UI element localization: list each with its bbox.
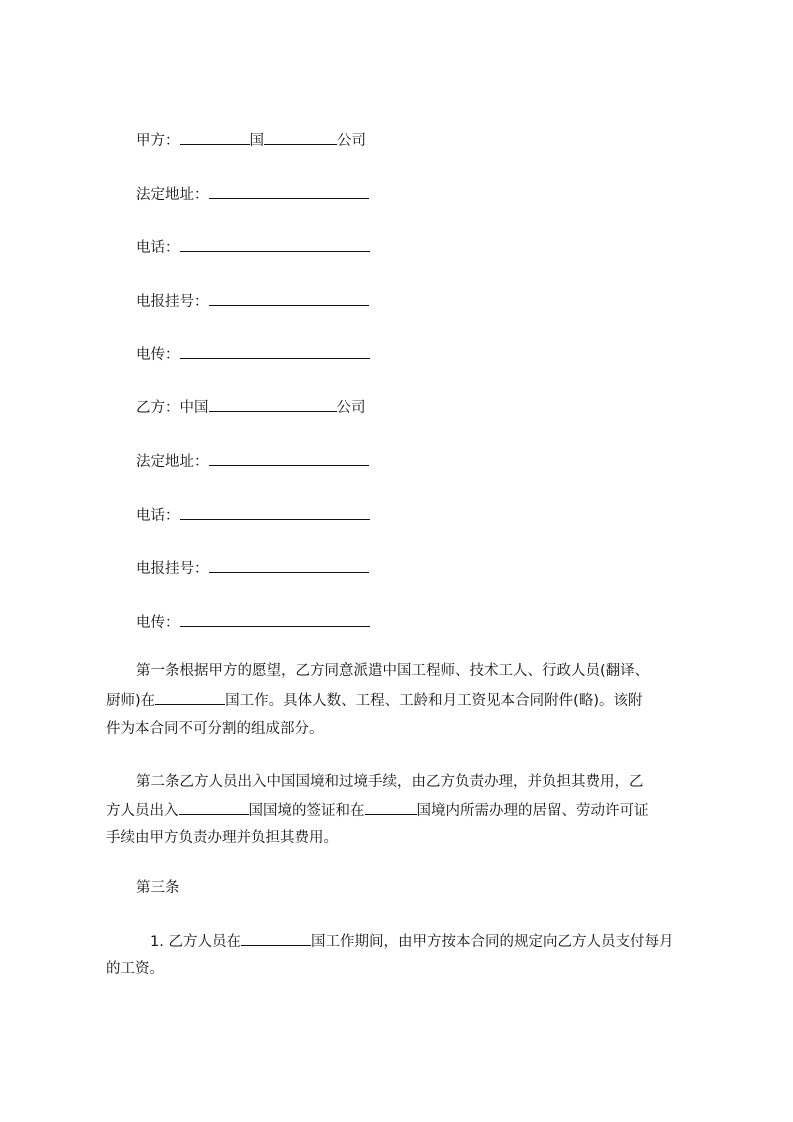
party-b-phone-blank[interactable]	[180, 505, 370, 520]
article1-line1: 第一条根据甲方的愿望，乙方同意派遣中国工程师、技术工人、行政人员(翻译、	[136, 663, 650, 679]
party-b-telegraph-line	[136, 558, 369, 580]
party-b-phone-line	[136, 505, 370, 527]
article3-item1-line2: 的工资。	[106, 961, 164, 977]
party-a-telegraph-label: 电报挂号：	[136, 294, 209, 310]
article1-country-blank[interactable]	[155, 690, 225, 705]
party-a-fax-blank[interactable]	[180, 344, 370, 359]
party-a-address-blank[interactable]	[209, 184, 369, 199]
party-b-name-line	[136, 397, 366, 419]
party-b-phone-label: 电话：	[136, 508, 180, 524]
party-a-company-suffix: 公司	[337, 133, 366, 149]
article3-item1-line1	[150, 931, 673, 953]
party-a-address-label: 法定地址：	[136, 187, 209, 203]
party-a-company-blank[interactable]	[264, 130, 337, 145]
party-b-fax-blank[interactable]	[180, 612, 370, 627]
article3-item1-end: 国工作期间，由甲方按本合同的规定向乙方人员支付每月	[310, 934, 674, 950]
party-b-address-blank[interactable]	[209, 451, 369, 466]
party-b-company-blank[interactable]	[209, 397, 337, 412]
party-a-country-suffix: 国	[249, 133, 264, 149]
article2-line3: 手续由甲方负责办理并负担其费用。	[106, 830, 338, 846]
party-b-label: 乙方：中国	[136, 400, 209, 416]
article2-line1: 第二条乙方人员出入中国国境和过境手续，由乙方负责办理，并负担其费用，乙	[136, 774, 644, 790]
article1-line2	[106, 690, 642, 712]
party-b-company-suffix: 公司	[336, 400, 366, 416]
party-a-address-line	[136, 184, 369, 206]
article2-line2-end: 国境内所需办理的居留、劳动许可证	[416, 803, 649, 819]
party-a-country-blank[interactable]	[180, 130, 250, 145]
party-b-telegraph-label: 电报挂号：	[136, 561, 209, 577]
party-b-telegraph-blank[interactable]	[209, 558, 369, 573]
article2-country-blank-1[interactable]	[179, 800, 249, 815]
party-a-telegraph-blank[interactable]	[209, 291, 369, 306]
article2-country-blank-2[interactable]	[365, 800, 417, 815]
party-a-fax-label: 电传：	[136, 347, 180, 363]
article1-line3: 件为本合同不可分割的组成部分。	[106, 721, 324, 737]
party-a-telegraph-line	[136, 291, 369, 313]
party-a-phone-blank[interactable]	[180, 237, 370, 252]
party-a-label: 甲方：	[136, 133, 180, 149]
party-b-fax-label: 电传：	[136, 615, 180, 631]
article2-line2-mid: 国国境的签证和在	[248, 803, 365, 819]
article2-line2	[106, 800, 649, 822]
party-b-fax-line	[136, 612, 370, 634]
article3-country-blank[interactable]	[241, 931, 311, 946]
party-a-phone-label: 电话：	[136, 240, 180, 256]
article3-item1-start: 1. 乙方人员在	[150, 934, 241, 950]
article1-line2-end: 国工作。具体人数、工程、工龄和月工资见本合同附件(略)。该附	[225, 693, 643, 709]
article3-title: 第三条	[136, 880, 180, 896]
party-b-address-line	[136, 451, 369, 473]
article2-line2-start: 方人员出入	[106, 803, 179, 819]
article1-line2-start: 厨师)在	[106, 693, 156, 709]
party-a-fax-line	[136, 344, 370, 366]
party-b-address-label: 法定地址：	[136, 454, 209, 470]
party-a-phone-line	[136, 237, 370, 259]
party-a-name-line	[136, 130, 366, 152]
